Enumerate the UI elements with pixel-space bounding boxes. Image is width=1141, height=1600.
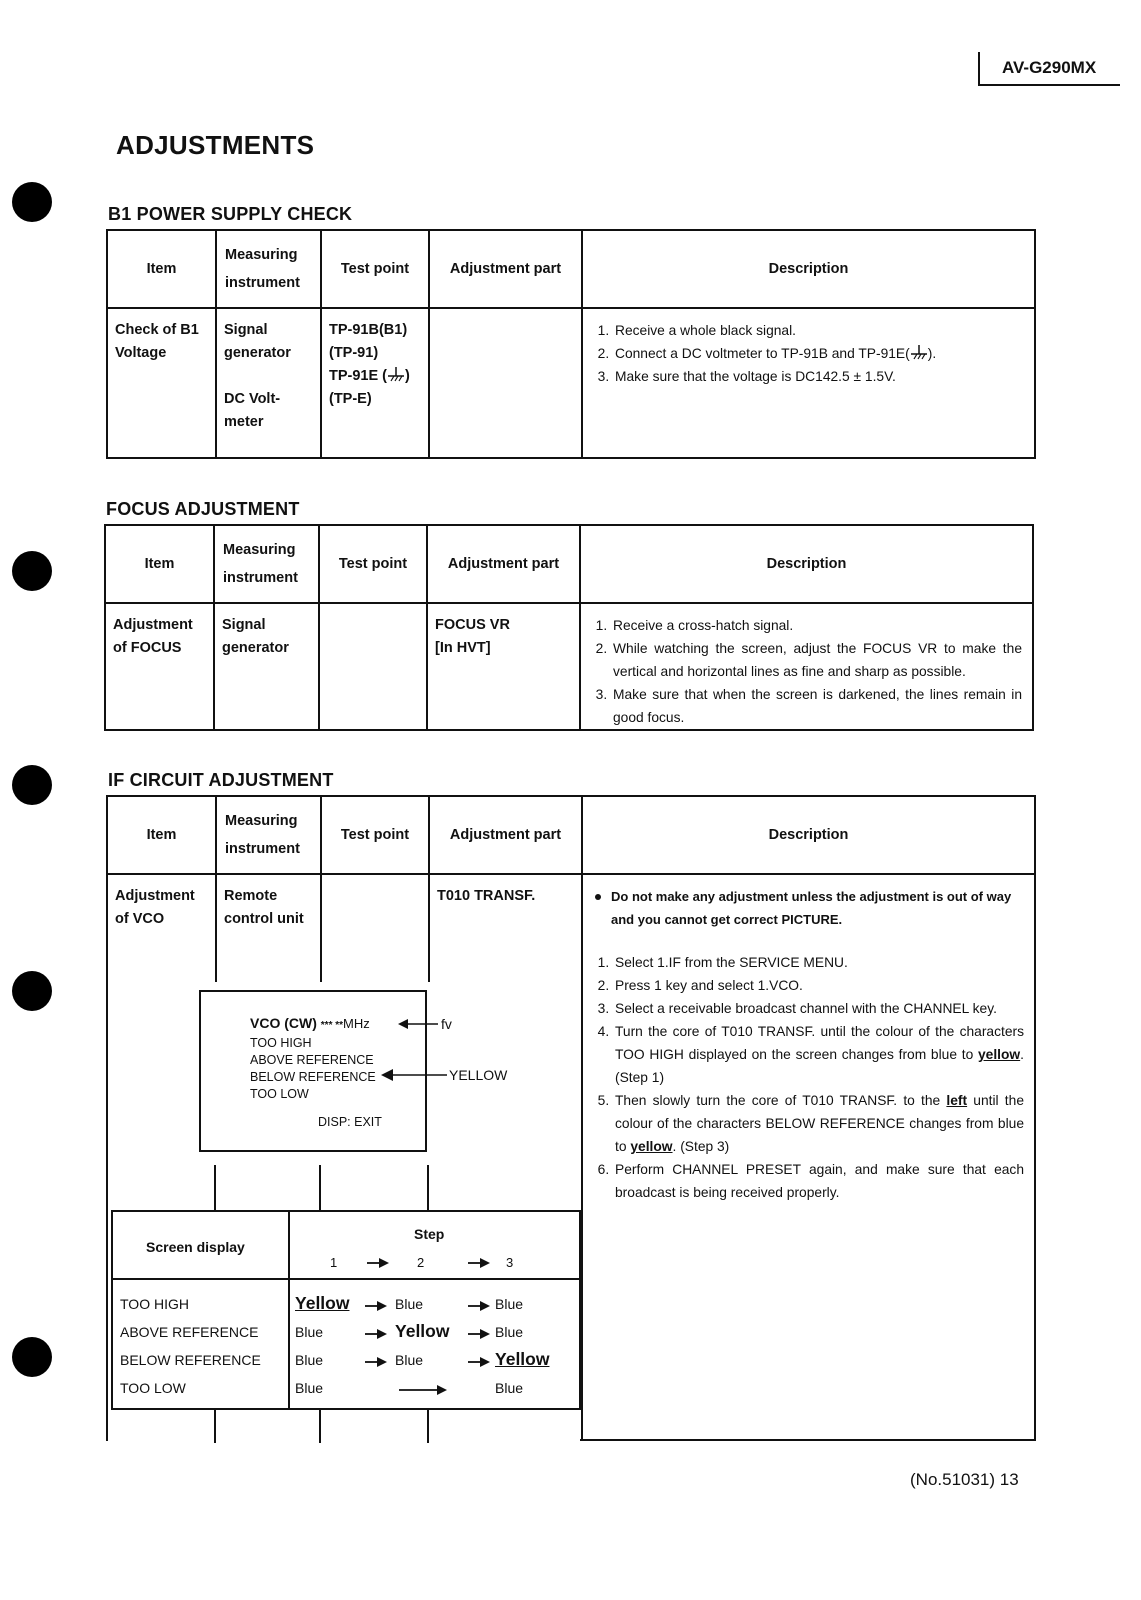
osd-above-reference: ABOVE REFERENCE	[250, 1053, 374, 1067]
focus-item: Adjustment of FOCUS	[113, 617, 193, 656]
focus-description	[581, 604, 1032, 729]
list-item: 6. Perform CHANNEL PRESET again, and make sure that each broadcast is being received properly.	[613, 1158, 1024, 1204]
binder-hole-3	[12, 765, 52, 805]
long-arrow-icon	[399, 1384, 447, 1396]
b1-test-point: TP-91B(B1) (TP-91) TP-91E ( ) (TP-E)	[329, 322, 410, 407]
fv-label: fv	[441, 1016, 452, 1032]
osd-vco-line: VCO (CW) *** **MHz	[250, 1015, 370, 1031]
list-item: 4. Turn the core of T010 TRANSF. until the colour of the characters TOO HIGH displayed on the screen changes from blue to yellow. (Step 1)	[613, 1020, 1024, 1089]
list-item: 1. Select 1.IF from the SERVICE MENU.	[613, 951, 1024, 974]
row1-step1: Yellow	[295, 1293, 350, 1313]
arrow-icon	[468, 1356, 490, 1368]
arrow-icon	[365, 1328, 387, 1340]
row-divider	[113, 1278, 579, 1280]
table-header-row	[105, 525, 1033, 603]
col-measuring-instrument: Measuring instrument	[216, 230, 321, 308]
row2-step3: Blue	[495, 1324, 524, 1340]
b1-item: Check of B1 Voltage	[115, 322, 199, 361]
binder-hole-5	[12, 1337, 52, 1377]
col-test-point: Test point	[321, 796, 429, 874]
if-section-title: IF CIRCUIT ADJUSTMENT	[108, 770, 334, 790]
if-item: Adjustment of VCO	[115, 888, 195, 927]
table-row	[105, 603, 1033, 730]
list-item: 3. Make sure that when the screen is darkened, the lines remain in good focus.	[611, 683, 1022, 729]
col-test-point: Test point	[321, 230, 429, 308]
step-table	[111, 1210, 581, 1410]
bullet-dot	[595, 894, 601, 900]
model-tag	[978, 52, 1120, 86]
row2-step1: Blue	[295, 1324, 324, 1340]
arrow-icon	[365, 1356, 387, 1368]
table-header-row	[107, 230, 1035, 308]
col-adjustment-part: Adjustment part	[427, 525, 580, 603]
row-label-above-reference: ABOVE REFERENCE	[120, 1324, 259, 1340]
list-item: 2. While watching the screen, adjust the FOCUS VR to make the vertical and horizontal lines as fine and sharp as possible.	[611, 637, 1022, 683]
if-warning-note: Do not make any adjustment unless the adjustment is out of way and you cannot get correct PICTURE.	[583, 875, 1034, 931]
osd-below-reference: BELOW REFERENCE	[250, 1070, 376, 1084]
col-item: Item	[107, 796, 216, 874]
b1-section-title: B1 POWER SUPPLY CHECK	[108, 204, 353, 224]
row1-step3: Blue	[495, 1296, 524, 1312]
binder-hole-1	[12, 182, 52, 222]
column-line	[214, 1165, 216, 1211]
col-test-point: Test point	[319, 525, 427, 603]
row2-step2: Yellow	[395, 1321, 450, 1341]
if-description	[583, 931, 1034, 1204]
step-number-1: 1	[330, 1255, 338, 1270]
row3-step2: Blue	[395, 1352, 424, 1368]
list-item: 1. Receive a cross-hatch signal.	[611, 614, 1022, 637]
step-number-2: 2	[417, 1255, 425, 1270]
page-footer: (No.51031) 13	[910, 1470, 1019, 1489]
col-description: Description	[582, 796, 1035, 874]
focus-table	[104, 524, 1034, 731]
b1-instrument: Signal generator DC Volt- meter	[224, 322, 291, 430]
column-line	[427, 1165, 429, 1211]
row-label-too-low: TOO LOW	[120, 1380, 186, 1396]
column-line	[319, 1165, 321, 1211]
column-line	[427, 1406, 429, 1443]
focus-section-title: FOCUS ADJUSTMENT	[106, 499, 300, 519]
step-arrow-icon	[367, 1257, 389, 1269]
yellow-arrow-icon	[381, 1067, 447, 1083]
column-line	[214, 1406, 216, 1443]
focus-test-point	[320, 604, 426, 614]
ground-icon	[910, 345, 928, 361]
col-item: Item	[107, 230, 216, 308]
b1-table	[106, 229, 1036, 459]
row4-step1: Blue	[295, 1380, 324, 1396]
col-description: Description	[580, 525, 1033, 603]
list-item: 2. Press 1 key and select 1.VCO.	[613, 974, 1024, 997]
ground-icon	[387, 367, 405, 383]
if-adjustment-part: T010 TRANSF.	[437, 888, 536, 904]
row3-step1: Blue	[295, 1352, 324, 1368]
col-adjustment-part: Adjustment part	[429, 796, 582, 874]
arrow-icon	[468, 1300, 490, 1312]
step-arrow-icon	[468, 1257, 490, 1269]
step-header: Step	[414, 1226, 445, 1242]
page-title: ADJUSTMENTS	[116, 130, 315, 160]
column-divider	[288, 1212, 290, 1408]
b1-adjustment-part	[430, 309, 581, 319]
row-label-below-reference: BELOW REFERENCE	[120, 1352, 261, 1368]
osd-disp-exit: DISP: EXIT	[318, 1115, 382, 1129]
row-label-too-high: TOO HIGH	[120, 1296, 189, 1312]
row3-step3: Yellow	[495, 1349, 550, 1369]
arrow-icon	[468, 1328, 490, 1340]
col-measuring-instrument: Measuring instrument	[216, 796, 321, 874]
list-item: 3. Make sure that the voltage is DC142.5 ± 1.5V.	[613, 365, 1024, 388]
list-item: 1. Receive a whole black signal.	[613, 319, 1024, 342]
binder-hole-2	[12, 551, 52, 591]
col-measuring-instrument: Measuring instrument	[214, 525, 319, 603]
list-item: 5. Then slowly turn the core of T010 TRANSF. to the left until the colour of the characters BELOW REFERENCE changes from blue to yellow. (Step 3)	[613, 1089, 1024, 1158]
yellow-callout-label: YELLOW	[449, 1067, 508, 1083]
b1-description	[583, 309, 1034, 388]
col-item: Item	[105, 525, 214, 603]
model-number: AV-G290MX	[1002, 58, 1097, 77]
osd-too-low: TOO LOW	[250, 1087, 309, 1101]
row4-step3: Blue	[495, 1380, 524, 1396]
col-description: Description	[582, 230, 1035, 308]
arrow-icon	[365, 1300, 387, 1312]
col-adjustment-part: Adjustment part	[429, 230, 582, 308]
table-row	[107, 308, 1035, 458]
focus-instrument: Signal generator	[222, 617, 289, 656]
table-header-row	[107, 796, 1035, 874]
screen-display-header: Screen display	[146, 1239, 245, 1255]
list-item: 2. Connect a DC voltmeter to TP-91B and TP-91E( ).	[613, 342, 1024, 365]
osd-too-high: TOO HIGH	[250, 1036, 312, 1050]
if-instrument: Remote control unit	[224, 888, 304, 927]
column-line	[319, 1406, 321, 1443]
focus-adjustment-part: FOCUS VR [In HVT]	[435, 617, 510, 656]
step-number-3: 3	[506, 1255, 514, 1270]
fv-arrow-icon	[398, 1016, 442, 1032]
row1-step2: Blue	[395, 1296, 424, 1312]
binder-hole-4	[12, 971, 52, 1011]
list-item: 3. Select a receivable broadcast channel with the CHANNEL key.	[613, 997, 1024, 1020]
